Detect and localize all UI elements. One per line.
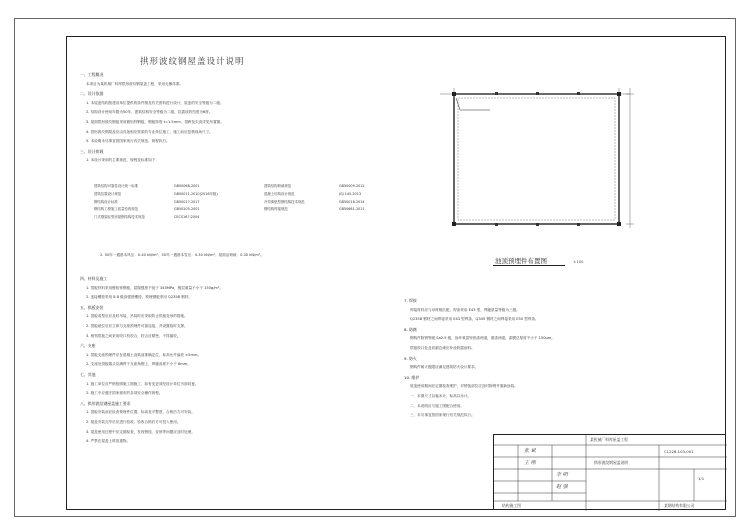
codes-cell: GB50068-2001 <box>174 184 200 188</box>
note-line: 1. 施工单位应严格按照施工图施工，如有变更须经设计单位书面同意。 <box>86 381 199 386</box>
section-heading: 9. 防火 <box>404 355 417 361</box>
note-line: 二、本说明应与施工图配合使用。 <box>410 403 464 408</box>
codes-cell: GB50661-2011 <box>339 207 365 212</box>
note-line: 3. 屋盖使用过程中应定期检查，发现锈蚀、变形等问题应及时处理。 <box>86 429 195 434</box>
design-notes-right <box>404 296 716 421</box>
note-line: Q235B 钢材之间焊接采用 E43 型焊条，Q345 钢材之间焊接采用 E50 型焊条。 <box>410 317 539 322</box>
codes-cell: 建筑结构可靠性设计统一标准 <box>94 184 139 188</box>
design-notes-part1 <box>80 70 400 166</box>
plan-outline <box>454 94 619 224</box>
note-line: 1. 拱板支座预埋件应在混凝土浇筑前准确定位，标高允许偏差 ±5mm。 <box>86 352 202 357</box>
note-line: 2. 连接螺栓采用 8.8 级高强度螺栓，预埋钢板采用 Q235B 钢材。 <box>86 295 193 300</box>
note-line: 2. 结构设计使用年限为50年，建筑结构安全等级为二级，抗震设防烈度为6度。 <box>86 110 213 115</box>
signature-2: 王 刚 <box>524 460 536 466</box>
note-line: 本项目为某机械厂料库拱形波纹钢屋盖工程，采用无檩体系。 <box>86 81 184 86</box>
note-line: 焊接材料应与母材相匹配，焊条采用 E43 型，焊缝质量等级为三级。 <box>410 307 520 312</box>
title-block <box>493 434 726 510</box>
signature-3: 李 明 <box>556 472 568 478</box>
project-name: 某机械厂料库屋盖工程 <box>590 437 628 442</box>
note-line: 2. 施工中应遵守国家颁布的各项安全操作规程。 <box>86 391 163 396</box>
note-line: 屋盖使用期间应定期检查维护，对锈蚀部位应及时除锈并重新涂装。 <box>410 384 518 389</box>
embed-plate <box>577 223 580 226</box>
note-line: 1. 拱板安装前应检查预埋件位置、标高及平整度，合格后方可安装。 <box>86 410 195 415</box>
section-heading: 10. 维护 <box>404 374 420 380</box>
note-line: 1. 拱板成型后应及时吊装，吊装时应采取防止拱板变形的措施。 <box>86 314 188 319</box>
codes-row <box>94 199 394 207</box>
note-line: 3. 相邻拱板之间采用咬口机咬合，咬合应紧密，不得漏咬。 <box>86 333 181 338</box>
section-heading: 五、拱板安装 <box>80 304 104 310</box>
note-line: 2. 支座处拱板端头应满焊于支座角钢上，焊缝高度不小于 6mm。 <box>86 362 191 367</box>
section-heading: 七、其他 <box>80 371 96 377</box>
caption-underline <box>493 265 565 266</box>
codes-cell: GB50017-2017 <box>174 199 200 204</box>
document-title: 拱形波纹钢屋盖设计说明 <box>140 57 245 67</box>
note-line: 1. 本屋盖结构按建设单位提供的条件图及有关资料进行设计，屋盖的安全等级为二级。 <box>86 100 224 105</box>
plan-scale: 1:100 <box>573 260 584 264</box>
codes-row <box>94 214 394 222</box>
embed-plate <box>536 92 539 95</box>
note-line: 拱板咬口处及切割边缘应补涂防腐涂料。 <box>410 345 475 350</box>
embed-plate <box>495 223 498 226</box>
section-heading: 六、支座 <box>80 343 96 349</box>
stamp-label: 结构施工图 <box>502 503 521 508</box>
codes-row <box>94 183 394 191</box>
codes-cell: 钢结构焊接规范 <box>264 207 288 212</box>
note-line: 钢构件除锈等级 Sa2.5 级，涂环氧富锌底漆两道，面漆两道，漆膜总厚度不小于 150μm。 <box>410 336 555 341</box>
embed-plate <box>452 92 456 96</box>
drawing-number: C1228-103-001 <box>664 449 694 454</box>
signature-1: 张 斌 <box>524 448 536 454</box>
note-line: 2. 拱板就位后应立即与支座预埋件可靠连接，并设置临时支撑。 <box>86 323 188 328</box>
codes-cell: 钢结构设计标准 <box>94 199 118 204</box>
note-line: 4. 拱形波纹钢屋盖应由具备相应资质的专业单位施工，施工前应复核现场尺寸。 <box>86 129 213 134</box>
section-heading: 8. 防腐 <box>404 326 417 332</box>
design-notes-part2 <box>80 274 400 447</box>
codes-cell: CECS167:2004 <box>174 215 200 220</box>
section-heading: 一、工程概况 <box>80 72 104 77</box>
section-heading: 三、设计荷载 <box>80 148 104 154</box>
embed-plate <box>495 92 498 95</box>
codes-cell: GB50018-2014 <box>339 199 365 204</box>
note-line: 钢构件耐火极限应满足建筑防火设计要求。 <box>410 365 479 370</box>
embed-plate <box>536 223 539 226</box>
note-line: 1. 本设计采用的主要规范、规程及标准如下： <box>86 158 159 163</box>
embed-plate <box>617 222 621 226</box>
note-line: 4. 严禁在屋盖上堆放重物。 <box>86 439 131 444</box>
section-heading: 四、材料及施工 <box>80 276 108 281</box>
codes-cell: 门式刚架轻型房屋钢结构技术规范 <box>94 215 145 220</box>
codes-cell: GB50009-2012 <box>339 184 365 188</box>
plan-inner-line <box>458 98 615 220</box>
note-line: 5. 本说明未尽事宜按国家现行有关规范、规程执行。 <box>86 139 170 144</box>
codes-cell: GB50205-2001 <box>174 207 200 212</box>
codes-cell: 建筑抗震设计规范 <box>94 191 122 196</box>
load-line: 2. 50年一遇基本风压：0.40 kN/m²；50年一遇基本雪压：0.30 kN/m²；屋面活荷载：0.30 kN/m²。 <box>100 253 264 257</box>
note-line: 3. 屋面拱形波纹钢板采用镀铝锌钢板，钢板厚度 t=1.5mm，拱跨及矢高详见布置图。 <box>86 119 224 124</box>
embed-plate <box>577 92 580 95</box>
codes-table <box>94 183 394 222</box>
note-line: 1. 拱板材料采用镀铝锌钢板，屈服强度不低于 345MPa，镀层重量不小于 150g/m²。 <box>86 285 223 290</box>
drawing-title: 拱形波纹钢屋盖说明 <box>594 460 629 465</box>
embed-plate <box>452 222 456 226</box>
note-line: 一、本图尺寸以毫米计，标高以米计。 <box>410 393 472 398</box>
section-heading: 7. 焊接 <box>404 298 417 303</box>
sheet-number: 1/1 <box>698 476 705 481</box>
codes-row <box>94 191 394 199</box>
codes-cell: 钢结构工程施工质量验收规范 <box>94 207 139 212</box>
codes-cell: 混凝土结构设计规范 <box>264 191 295 196</box>
note-line: 2. 屋盖安装完毕后应进行验收，验收合格后方可投入使用。 <box>86 419 181 424</box>
section-heading: 八、拱形波纹钢屋盖施工要求 <box>80 400 131 406</box>
embed-plate <box>617 92 621 96</box>
company-name: 某钢结构有限公司 <box>664 503 695 508</box>
codes-row <box>94 206 394 214</box>
codes-cell: JGJ 145-2013 <box>339 191 362 196</box>
section-heading: 二、设计依据 <box>80 91 104 97</box>
codes-cell: GB50011-2010(2016年版) <box>174 191 218 196</box>
note-line: 三、未尽事宜按国家现行有关规范执行。 <box>410 413 475 418</box>
codes-cell: 冷弯薄壁型钢结构技术规范 <box>264 199 305 204</box>
embedded-parts-plan <box>440 88 650 258</box>
signature-4: 赵 强 <box>556 484 568 490</box>
codes-cell: 建筑结构荷载规范 <box>264 184 292 188</box>
plan-caption: 池顶预埋件布置图 <box>495 257 547 265</box>
